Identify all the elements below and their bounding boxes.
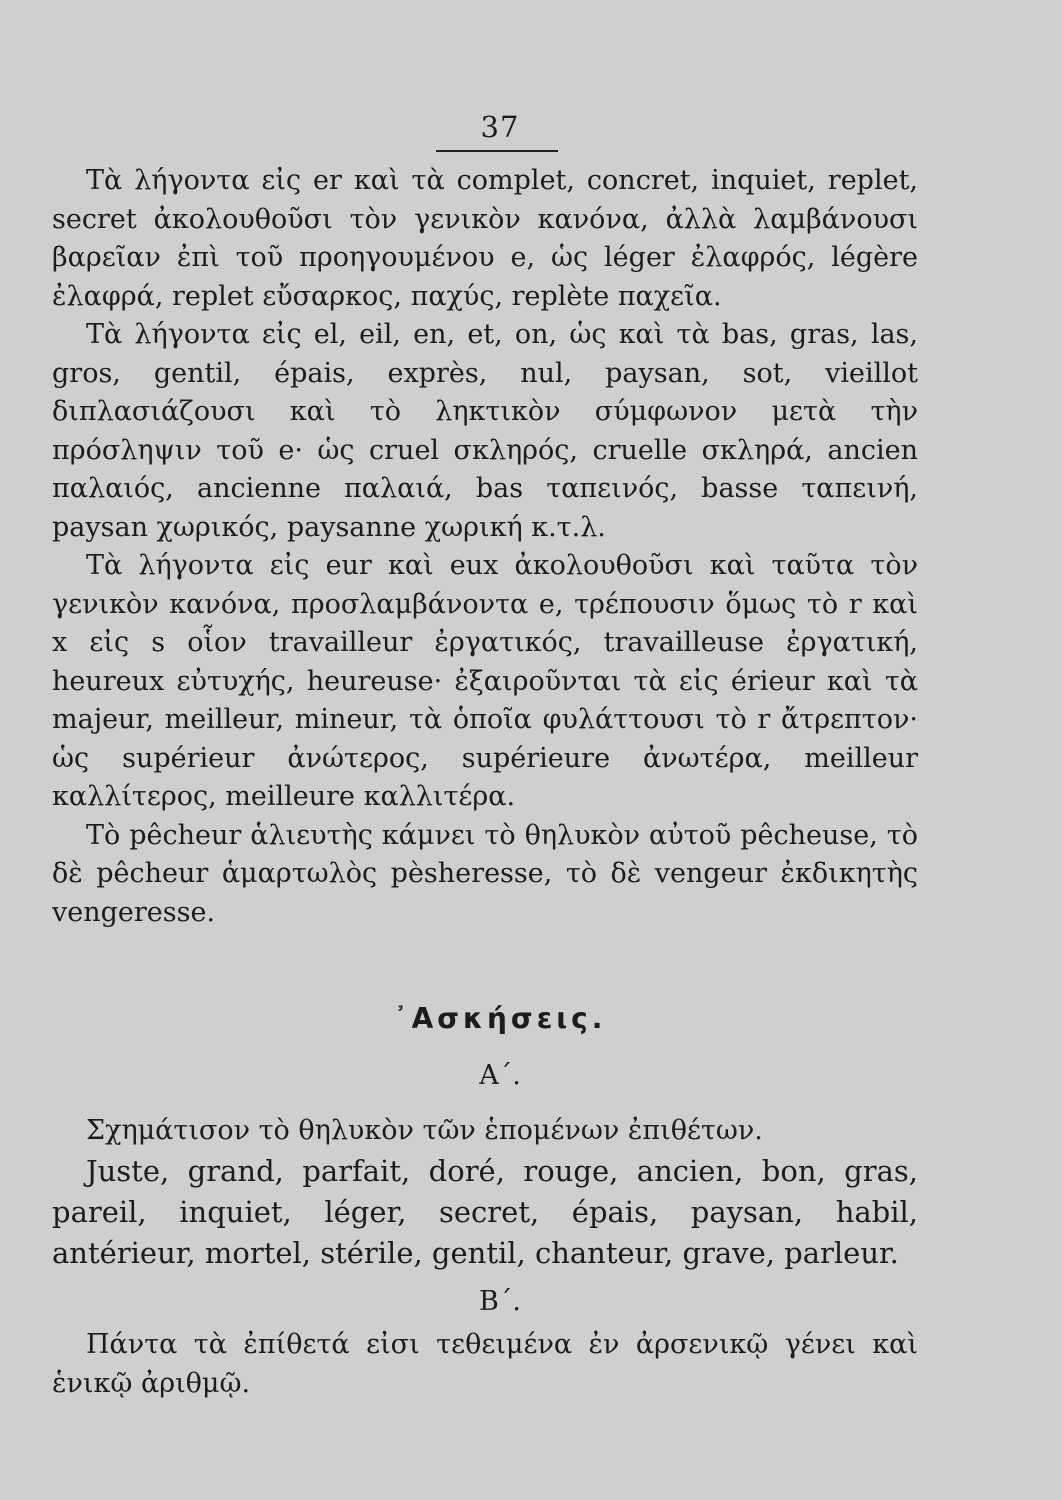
exercise-a-word-list: Juste, grand, parfait, doré, rouge, ancien, bon, gras, pareil, inquiet, léger, secret, épais, paysan, habil, antérieur, mortel, stérile, gentil, chanteur, grave, parleur. — [52, 1153, 918, 1270]
paragraph-eur-eux-endings: Τὰ λήγοντα εἰς eur καὶ eux ἀκολουθοῦσι καὶ ταῦτα τὸν γενικὸν κανόνα, προσλαμβάνοντα e, τρέπουσιν ὅμως τὸ r καὶ x εἰς s οἷον travailleur ἐργατικός, travailleuse ἐργατική, heureux εὐτυχής, heureuse· ἐξαιροῦνται τὰ εἰς érieur καὶ τὰ majeur, meilleur, mineur, τὰ ὁποῖα φυλάττουσι τὸ r ἄτρεπτον· ὡς supérieur ἀνώτερος, supérieure ἀνωτέρα, meilleur καλλίτερος, meilleure καλλιτέρα. — [52, 550, 918, 812]
paragraph-pecheur: Τὸ pêcheur ἁλιευτὴς κάμνει τὸ θηλυκὸν αὐτοῦ pêcheuse, τὸ δὲ pêcheur ἁμαρτωλὸς pèsheresse, τὸ δὲ vengeur ἐκδικητὴς vengeresse. — [52, 819, 918, 928]
exercise-a-label: Α΄. — [479, 1060, 521, 1091]
exercise-a — [52, 1112, 918, 1274]
exercise-b-label: Β΄. — [479, 1286, 521, 1317]
exercise-b-instruction: Πάντα τὰ ἐπίθετά εἰσι τεθειμένα ἐν ἀρσενικῷ γένει καὶ ἑνικῷ ἀριθμῷ. — [52, 1329, 918, 1399]
body-text — [52, 162, 918, 932]
paragraph-er-endings: Τὰ λήγοντα εἰς er καὶ τὰ complet, concret, inquiet, replet, secret ἀκολουθοῦσι τὸν γενικὸν κανόνα, ἀλλὰ λαμβάνουσι βαρεῖαν ἐπὶ τοῦ προηγουμένου e, ὡς léger ἐλαφρός, légère ἐλαφρά, replet εὔσαρκος, παχύς, replète παχεῖα. — [52, 165, 918, 312]
exercise-a-instruction: Σχημάτισον τὸ θηλυκὸν τῶν ἑπομένων ἐπιθέτων. — [86, 1115, 763, 1146]
exercise-b — [52, 1326, 918, 1403]
page-number: 37 — [480, 110, 520, 144]
header-rule — [436, 150, 558, 152]
paragraph-doubling-consonant: Τὰ λήγοντα εἰς el, eil, en, et, on, ὡς καὶ τὰ bas, gras, las, gros, gentil, épais, exprès, nul, paysan, sot, vieillot διπλασιάζουσι καὶ τὸ ληκτικὸν σύμφωνον μετὰ τὴν πρόσληψιν τοῦ e· ὡς cruel σκληρός, cruelle σκληρά, ancien παλαιός, ancienne παλαιά, bas ταπεινός, basse ταπεινή, paysan χωρικός, paysanne χωρική κ.τ.λ. — [52, 319, 918, 543]
exercises-heading: ᾿Ασκήσεις. — [393, 1002, 607, 1035]
